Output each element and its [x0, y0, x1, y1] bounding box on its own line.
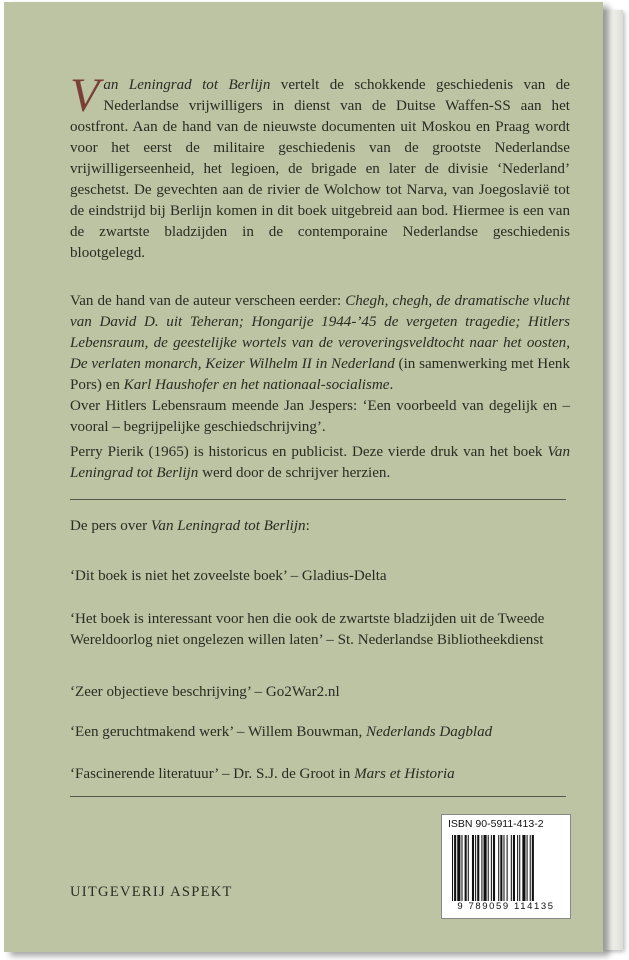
- barcode-bar: [477, 835, 479, 901]
- barcode-bar: [454, 835, 456, 901]
- bibliography-title-last: Karl Haushofer en het nationaal-socialisme: [123, 377, 390, 393]
- press-heading-text: De pers over: [70, 518, 151, 534]
- press-quote-5-text: ‘Fascinerende literatuur’ – Dr. S.J. de Groot in: [70, 766, 355, 782]
- drop-cap: V: [70, 69, 100, 122]
- barcode-bars: [452, 835, 562, 901]
- press-quote-2: ‘Het boek is interessant voor hen die ook de zwartste bladzijden uit de Tweede Wereldoorlog niet ongelezen willen laten’ – St. Nederlandse Bibliotheekdienst: [70, 611, 545, 648]
- blurb-text: vertelt de schokkende geschiedenis van de Nederlandse vrijwilligers in dienst van de Duitse Waffen-SS aan het oostfront. Aan de hand van de nieuwste documenten uit Moskou en Praag wordt voor het eerst de militaire geschiedenis van de grootste Nederlandse vrijwilligerseenheid, het legioen, de brigade en later de divisie ‘Nederland’ geschetst. De gevechten aan de rivier de Wolchow tot Narva, van Joegoslavië tot de eindstrijd bij Berlijn komen in dit boek uitgebreid aan bod. Hiermee is een van de zwartste bladzijden in de contemporaine Nederlandse geschiedenis blootgelegd.: [70, 77, 570, 261]
- blurb-paragraph: [70, 69, 570, 264]
- bibliography-intro: Van de hand van de auteur verscheen eerder:: [70, 293, 346, 309]
- barcode-bar: [519, 835, 520, 901]
- publisher-name: UITGEVERIJ ASPEKT: [70, 884, 233, 900]
- barcode-bar: [465, 835, 467, 901]
- press-quote-3: ‘Zeer objectieve beschrijving’ – Go2War2.nl: [70, 684, 340, 700]
- barcode-bar: [468, 835, 469, 901]
- book-title-italic: an Leningrad tot Berlijn: [103, 77, 271, 93]
- barcode-bar: [513, 835, 515, 901]
- jespers-quote: Over Hitlers Lebensraum meende Jan Jespers: ‘Een voorbeeld van degelijk en – vooral – begrijpelijke geschiedschrijving’.: [70, 398, 570, 435]
- divider-top: [70, 499, 566, 500]
- bibliography-titles: Chegh, chegh, de dramatische vlucht van David D. uit Teheran; Hongarije 1944-’45 de vergeten tragedie; Hitlers Lebensraum, de geestelijke wortels van de veroveringsveldtocht naar het oosten, De verlaten monarch, Keizer Wilhelm II in Nederland: [70, 293, 570, 372]
- press-heading: [70, 516, 570, 537]
- barcode: [441, 814, 571, 919]
- barcode-bar: [457, 835, 460, 901]
- barcode-digits: 9 789059 114135: [457, 901, 555, 912]
- barcode-bar: [530, 835, 531, 901]
- barcode-bar: [527, 835, 528, 901]
- press-heading-colon: :: [305, 518, 310, 534]
- bibliography-end: .: [389, 377, 394, 393]
- barcode-bar: [532, 835, 534, 901]
- barcode-bar: [503, 835, 504, 901]
- author-bio: [70, 442, 570, 484]
- barcode-bar: [488, 835, 489, 901]
- back-cover: [4, 2, 603, 952]
- barcode-bar: [484, 835, 487, 901]
- barcode-bar: [498, 835, 499, 901]
- press-quote-1: ‘Dit boek is niet het zoveelste boek’ – Gladius-Delta: [70, 568, 387, 584]
- barcode-bar: [481, 835, 482, 901]
- barcode-bar: [472, 835, 474, 901]
- barcode-bar: [493, 835, 495, 901]
- isbn-label: ISBN 90-5911-413-2: [448, 818, 544, 830]
- press-quote-5: [70, 764, 570, 785]
- barcode-bar: [517, 835, 518, 901]
- barcode-bar: [491, 835, 492, 901]
- bio-text: Perry Pierik (1965) is historicus en publicist. Deze vierde druk van het boek: [70, 444, 548, 460]
- press-quote-4-source: Nederlands Dagblad: [366, 724, 493, 740]
- barcode-bar: [452, 835, 453, 901]
- barcode-bar: [522, 835, 525, 901]
- barcode-bar: [507, 835, 508, 901]
- divider-bottom: [70, 796, 566, 797]
- barcode-bar: [500, 835, 502, 901]
- press-quote-5-source: Mars et Historia: [354, 766, 455, 782]
- barcode-bar: [475, 835, 476, 901]
- bio-text-end: werd door de schrijver herzien.: [198, 465, 391, 481]
- press-quote-4-text: ‘Een geruchtmakend werk’ – Willem Bouwman,: [70, 724, 367, 740]
- barcode-bar: [511, 835, 512, 901]
- press-heading-title: Van Leningrad tot Berlijn: [150, 518, 306, 534]
- barcode-bar: [461, 835, 462, 901]
- page-edges: [603, 10, 623, 950]
- press-quote-4: [70, 722, 570, 743]
- author-bibliography: [70, 291, 570, 438]
- bibliography-coauthor: (in samenwerking met Henk Pors) en: [70, 356, 570, 393]
- bio-book-title: Van Leningrad tot Berlijn: [70, 444, 570, 481]
